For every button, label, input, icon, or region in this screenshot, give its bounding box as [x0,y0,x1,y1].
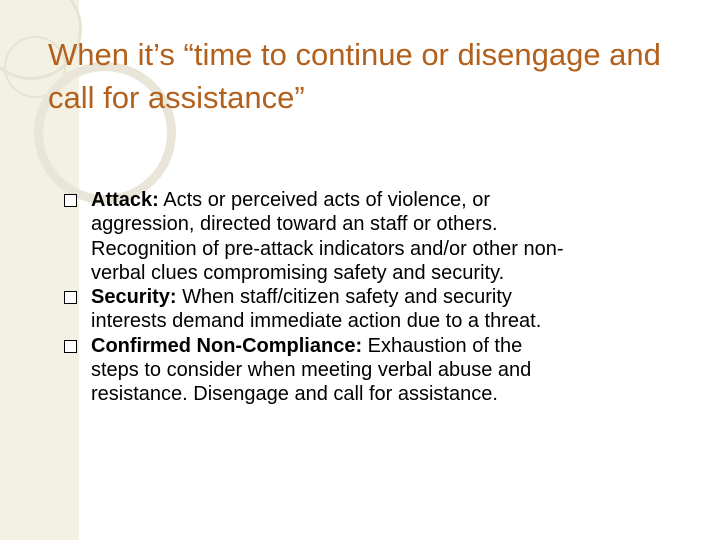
hollow-square-icon [64,340,77,353]
hollow-square-icon [64,194,77,207]
bullet-list [64,188,564,407]
bullet-term: Confirmed Non-Compliance: [91,334,363,357]
bullet-term: Attack: [91,189,159,211]
bullet-item-security [64,285,564,334]
bullet-text: Exhaustion of the steps to consider when meeting verbal abuse and resistance. Disengage and call for assistance. [91,334,532,406]
hollow-square-icon [64,291,77,304]
bullet-item-attack [64,188,564,285]
slide-title: When it’s “time to continue or disengage and call for assistance” [48,37,661,115]
bullet-text: When staff/citizen safety and security interests demand immediate action due to a threat. [91,286,542,333]
bullet-text: Acts or perceived acts of violence, or aggression, directed toward an staff or others. Recognition of pre-attack indicators and/or other non-verbal clues compromising safety and security. [91,189,564,284]
bullet-item-confirmed-non-compliance [64,334,564,407]
bullet-term: Security: [91,286,177,309]
